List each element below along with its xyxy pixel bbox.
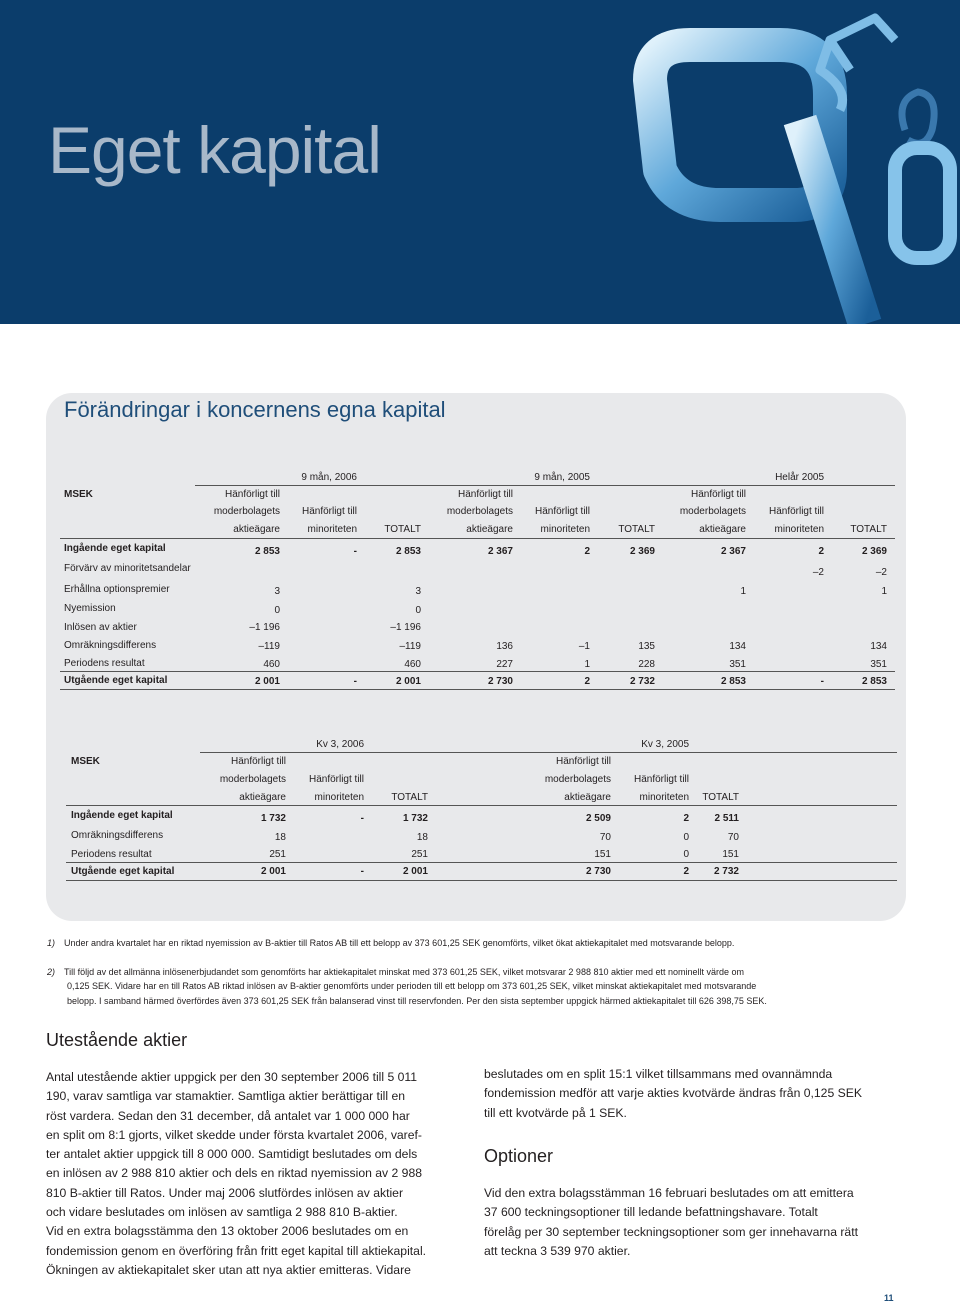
table-value: 2 853: [861, 676, 887, 687]
row-label: Ingående eget kapital: [64, 543, 166, 554]
row-label: Utgående eget kapital: [64, 675, 168, 686]
table-value: –2: [812, 567, 824, 578]
row-label: Nyemission: [64, 603, 116, 614]
table-value: 2 001: [395, 676, 421, 687]
table-value: –2: [875, 567, 887, 578]
page-title: Eget kapital: [48, 113, 381, 187]
table-value: 0: [683, 832, 689, 843]
table-rule: [66, 862, 897, 863]
table-value: 2 001: [402, 866, 428, 877]
table-value: -: [360, 813, 364, 824]
period-header: Kv 3, 2006: [316, 739, 364, 750]
col-header: Hänförligt till: [690, 489, 746, 500]
text-line: förelåg per 30 september teckningsoptioner som ger innehavarna rätt: [484, 1224, 858, 1239]
footnote-text: 0,125 SEK. Vidare har en till Ratos AB riktad inlösen av B-aktier genomförts under perioden till ett belopp om 373 601,25 SEK, vilket minskat aktiekapitalet med motsvarande: [67, 981, 757, 991]
text-line: beslutades om en split 15:1 vilket tillsammans med ovannämnda: [484, 1067, 833, 1081]
table-value: 1: [584, 659, 590, 670]
footnote-marker: 1): [47, 938, 56, 948]
row-label: Ingående eget kapital: [71, 810, 173, 821]
col-header: Hänförligt till: [230, 756, 286, 767]
table-value: 2 853: [395, 546, 421, 557]
table-value: 0: [415, 605, 421, 616]
col-header: minoriteten: [540, 524, 590, 535]
row-label: Omräkningsdifferens: [64, 640, 157, 651]
col-header: Hänförligt till: [301, 506, 357, 517]
table-value: 70: [727, 832, 739, 843]
col-header: Hänförligt till: [633, 774, 689, 785]
col-header: minoriteten: [774, 524, 824, 535]
table-value: 151: [594, 849, 611, 860]
col-header: minoriteten: [639, 792, 689, 803]
text-line: 190, varav samtliga var stamaktier. Samtliga aktier berättigar till en: [46, 1089, 406, 1104]
table-value: 251: [411, 849, 428, 860]
col-header: TOTALT: [618, 524, 655, 535]
table-value: 2 511: [714, 813, 739, 824]
table-value: -: [353, 676, 357, 687]
table-rule: [66, 880, 897, 881]
table-value: 70: [599, 832, 611, 843]
footnote-text: Under andra kvartalet har en riktad nyemission av B-aktier till Ratos AB till ett belopp av 373 601,25 SEK genomförts, vilket ökat aktiekapitalet med motsvarande belopp.: [64, 938, 735, 948]
table-value: 251: [269, 849, 286, 860]
text-line: en inlösen av 2 988 810 aktier och dels en riktad nyemission av 2 988: [46, 1166, 423, 1181]
row-label: Periodens resultat: [64, 658, 145, 669]
table-value: 2 369: [629, 546, 655, 557]
row-label: Förvärv av minoritetsandelar: [64, 563, 191, 574]
text-line: 37 600 teckningsoptioner till ledande befattningshavare. Totalt: [484, 1205, 818, 1220]
table-value: -: [353, 546, 357, 557]
table-value: 2 730: [487, 676, 513, 687]
col-header: TOTALT: [384, 524, 421, 535]
table-rule: [200, 752, 897, 753]
table-value: 2: [683, 813, 689, 824]
footnote-marker: 2): [47, 967, 56, 977]
col-header: Hänförligt till: [308, 774, 364, 785]
table-value: 2: [818, 546, 824, 557]
row-label: Erhållna optionspremier: [64, 584, 170, 595]
footnote-text: Till följd av det allmänna inlösenerbjudandet som genomförts har aktiekapitalet minskat med 373 601,25 SEK, vilket motsvarar 2 988 810 aktier med ett nominellt värde om: [64, 967, 745, 977]
section-heading-outstanding-shares: Utestående aktier: [46, 1030, 188, 1050]
text-line: Ökningen av aktiekapitalet sker utan att nya aktier emitteras. Vidare: [46, 1262, 411, 1277]
text-line: 810 B-aktier till Ratos. Under maj 2006 slutfördes inlösen av aktier: [46, 1185, 403, 1200]
table-value: 151: [722, 849, 739, 860]
row-label: Utgående eget kapital: [71, 866, 175, 877]
text-line: röst vardera. Sedan den 31 december, då antalet var 1 000 000 har: [46, 1108, 410, 1123]
table-value: -: [360, 866, 364, 877]
table-value: 1: [881, 586, 887, 597]
outstanding-shares-text-continued: [484, 1065, 904, 1123]
text-line: Vid den extra bolagsstämman 16 februari beslutades om att emittera: [484, 1186, 854, 1200]
table-value: 134: [870, 641, 887, 652]
text-line: och vidare beslutades om inlösen av samtliga 2 988 810 B-aktier.: [46, 1205, 398, 1220]
page-number: 11: [884, 1293, 894, 1303]
col-header: Hänförligt till: [768, 506, 824, 517]
col-header: aktieägare: [239, 792, 286, 803]
col-header: TOTALT: [391, 792, 428, 803]
text-line: ter antalet aktier uppgick till 8 000 000. Samtidigt beslutades om dels: [46, 1147, 418, 1162]
table-rule: [66, 805, 897, 806]
col-header: Hänförligt till: [555, 756, 611, 767]
table-value: 460: [263, 659, 280, 670]
col-header: minoriteten: [307, 524, 357, 535]
table-value: 2 369: [861, 546, 887, 557]
text-line: att teckna 3 539 970 aktier.: [484, 1243, 631, 1258]
outstanding-shares-text: [46, 1068, 466, 1280]
period-header: 9 mån, 2005: [534, 472, 590, 483]
text-line: till ett kvotvärde på 1 SEK.: [484, 1105, 627, 1120]
table-value: 2 853: [720, 676, 746, 687]
col-header: Hänförligt till: [224, 489, 280, 500]
table-value: 2 367: [487, 546, 513, 557]
text-line: Vid en extra bolagsstämma den 13 oktober 2006 beslutades om en: [46, 1224, 409, 1239]
col-header: aktieägare: [699, 524, 746, 535]
panel-title: Förändringar i koncernens egna kapital: [64, 397, 446, 422]
period-header: Kv 3, 2005: [641, 739, 689, 750]
col-header: moderbolagets: [544, 774, 611, 785]
col-header: moderbolagets: [213, 506, 280, 517]
table-value: –119: [399, 641, 421, 652]
table-value: –1 196: [390, 622, 421, 633]
col-header: TOTALT: [702, 792, 739, 803]
table-value: –119: [258, 641, 280, 652]
msek-label: MSEK: [71, 756, 100, 767]
table-value: 460: [404, 659, 421, 670]
table-value: 2 001: [254, 676, 280, 687]
table-value: -: [820, 676, 824, 687]
table-value: 228: [638, 659, 655, 670]
col-header: Hänförligt till: [534, 506, 590, 517]
options-text: [484, 1184, 904, 1261]
col-header: aktieägare: [233, 524, 280, 535]
table-value: 2 367: [720, 546, 746, 557]
col-header: minoriteten: [314, 792, 364, 803]
table-value: 1 732: [260, 813, 286, 824]
col-header: TOTALT: [850, 524, 887, 535]
table-value: –1 196: [249, 622, 280, 633]
table-value: 3: [274, 586, 280, 597]
msek-label: MSEK: [64, 489, 93, 500]
table-value: 2 732: [629, 676, 655, 687]
text-line: en split om 8:1 gjorts, vilket skedde under första kvartalet 2006, varef-: [46, 1127, 422, 1142]
text-line: fondemission medför att varje akties kvotvärde ändras från 0,125 SEK: [484, 1086, 863, 1101]
row-label: Periodens resultat: [71, 849, 152, 860]
table-value: 3: [415, 586, 421, 597]
footnote-text: belopp. I samband härmed överfördes även 373 601,25 SEK från balanserad vinst till reservfonden. Per den sista september uppgick härmed aktiekapitalet till 626 398,75 SEK.: [67, 996, 767, 1006]
col-header: moderbolagets: [679, 506, 746, 517]
table-value: –1: [578, 641, 590, 652]
row-label: Omräkningsdifferens: [71, 830, 164, 841]
table-value: 2: [584, 676, 590, 687]
table-value: 0: [683, 849, 689, 860]
period-header: 9 mån, 2006: [301, 472, 357, 483]
table-value: 1 732: [402, 813, 428, 824]
table-value: 351: [729, 659, 746, 670]
table-value: 134: [729, 641, 746, 652]
row-label: Inlösen av aktier: [64, 622, 137, 633]
period-header: Helår 2005: [775, 472, 824, 483]
table-value: 136: [496, 641, 513, 652]
table-value: 2 001: [260, 866, 286, 877]
table-value: 18: [416, 832, 428, 843]
table-value: 2: [683, 866, 689, 877]
col-header: Hänförligt till: [457, 489, 513, 500]
table-value: 227: [496, 659, 513, 670]
col-header: moderbolagets: [219, 774, 286, 785]
table-value: 2: [584, 546, 590, 557]
col-header: aktieägare: [466, 524, 513, 535]
table-value: 18: [274, 832, 286, 843]
table-value: 1: [740, 586, 746, 597]
table-value: 2 730: [585, 866, 611, 877]
col-header: moderbolagets: [446, 506, 513, 517]
table-value: 0: [274, 605, 280, 616]
table-value: 351: [870, 659, 887, 670]
text-line: fondemission genom en överföring från fritt eget kapital till aktiekapital.: [46, 1243, 427, 1258]
table-value: 2 509: [585, 813, 611, 824]
table-value: 135: [638, 641, 655, 652]
table-value: 2 732: [713, 866, 739, 877]
section-heading-options: Optioner: [484, 1146, 554, 1166]
table-value: 2 853: [254, 546, 280, 557]
text-line: Antal utestående aktier uppgick per den 30 september 2006 till 5 011: [46, 1070, 418, 1084]
col-header: aktieägare: [564, 792, 611, 803]
